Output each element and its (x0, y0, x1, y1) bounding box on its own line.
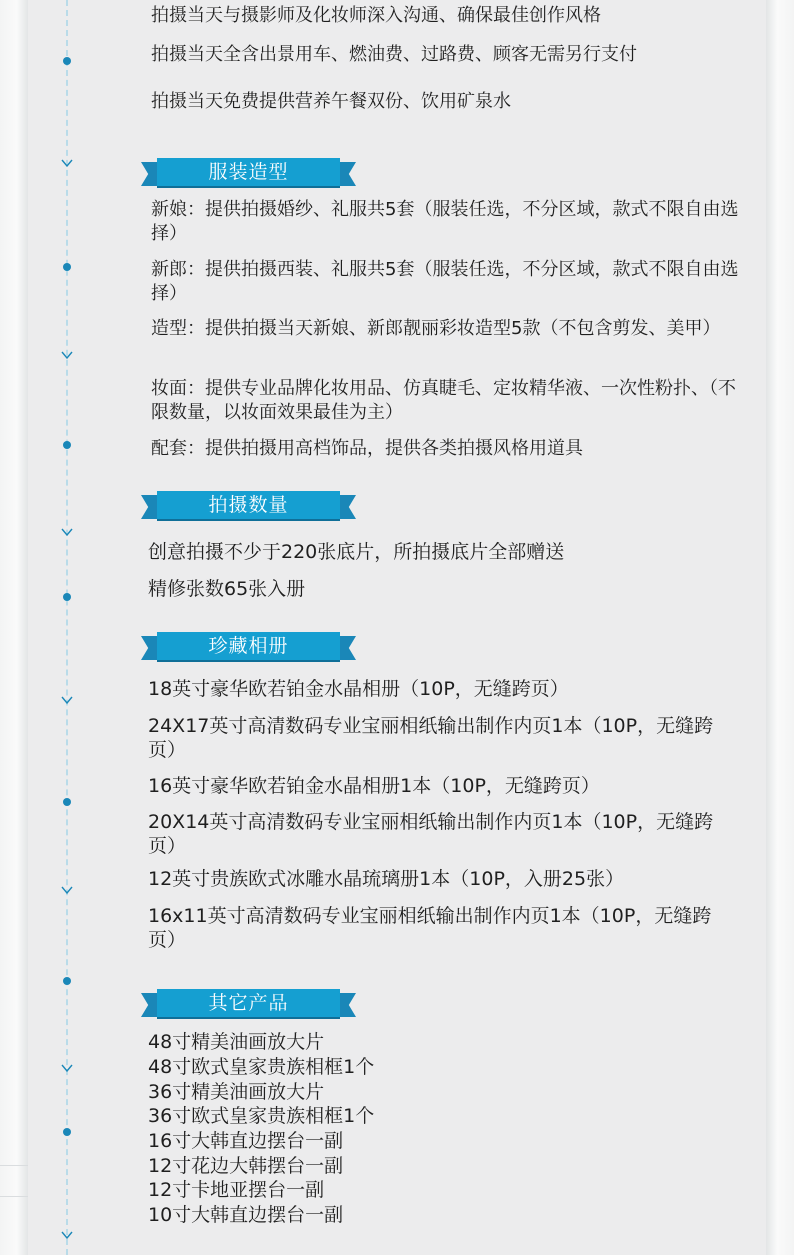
ribbon-right-tab (340, 162, 356, 186)
section-heading-quantity (141, 491, 356, 521)
timeline-dot (63, 977, 71, 985)
left-frame-border (0, 0, 29, 1255)
list-item: 20X14英寸高清数码专业宝丽相纸输出制作内页1本（10P，无缝跨页） (148, 811, 714, 857)
timeline-chevron-icon (61, 1064, 73, 1072)
section-title: 服装造型 (157, 158, 340, 188)
intro-line: 拍摄当天全含出景用车、燃油费、过路费、顾客无需另行支付 (151, 44, 637, 65)
list-item: 12寸卡地亚摆台一副 (148, 1179, 325, 1201)
ribbon-left-tab (141, 495, 157, 519)
list-item: 16英寸豪华欧若铂金水晶相册1本（10P，无缝跨页） (148, 775, 600, 797)
intro-line: 拍摄当天免费提供营养午餐双份、饮用矿泉水 (151, 91, 511, 112)
timeline-chevron-icon (61, 886, 73, 894)
list-item: 配套：提供拍摄用高档饰品，提供各类拍摄风格用道具 (151, 438, 583, 459)
section-heading-album (141, 632, 356, 662)
list-item: 精修张数65张入册 (148, 578, 306, 600)
list-item: 48寸精美油画放大片 (148, 1031, 325, 1053)
ribbon-left-tab (141, 993, 157, 1017)
list-item: 妆面：提供专业品牌化妆用品、仿真睫毛、定妆精华液、一次性粉扑、（不限数量，以妆面效果最佳为主） (151, 378, 736, 423)
right-frame-border (765, 0, 794, 1255)
section-title: 珍藏相册 (157, 632, 340, 662)
timeline-dot (63, 441, 71, 449)
section-title: 其它产品 (157, 989, 340, 1019)
ribbon-right-tab (340, 495, 356, 519)
content-panel (28, 0, 766, 1255)
list-item: 造型：提供拍摄当天新娘、新郎靓丽彩妆造型5款（不包含剪发、美甲） (151, 318, 721, 339)
ribbon-right-tab (340, 636, 356, 660)
timeline-chevron-icon (61, 696, 73, 704)
intro-line: 拍摄当天与摄影师及化妆师深入沟通、确保最佳创作风格 (151, 5, 601, 26)
list-item: 18英寸豪华欧若铂金水晶相册（10P，无缝跨页） (148, 678, 569, 700)
timeline-dot (63, 798, 71, 806)
timeline-dot (63, 593, 71, 601)
ribbon-right-tab (340, 993, 356, 1017)
list-item: 创意拍摄不少于220张底片，所拍摄底片全部赠送 (148, 541, 565, 563)
section-title: 拍摄数量 (157, 491, 340, 521)
timeline-chevron-icon (61, 528, 73, 536)
list-item: 12英寸贵族欧式冰雕水晶琉璃册1本（10P，入册25张） (148, 868, 625, 890)
timeline-chevron-icon (61, 351, 73, 359)
ribbon-left-tab (141, 636, 157, 660)
timeline-chevron-icon (61, 1231, 73, 1239)
timeline-dot (63, 263, 71, 271)
timeline-dot (63, 1128, 71, 1136)
list-item: 16x11英寸高清数码专业宝丽相纸输出制作内页1本（10P，无缝跨页） (148, 905, 712, 951)
list-item: 24X17英寸高清数码专业宝丽相纸输出制作内页1本（10P，无缝跨页） (148, 715, 714, 761)
list-item: 16寸大韩直边摆台一副 (148, 1130, 344, 1152)
list-item: 36寸精美油画放大片 (148, 1081, 325, 1103)
list-item: 新郎：提供拍摄西装、礼服共5套（服装任选，不分区域，款式不限自由选择） (151, 259, 739, 304)
list-item: 36寸欧式皇家贵族相框1个 (148, 1105, 375, 1127)
list-item: 12寸花边大韩摆台一副 (148, 1155, 344, 1177)
list-item: 新娘：提供拍摄婚纱、礼服共5套（服装任选，不分区域，款式不限自由选择） (151, 199, 739, 244)
section-heading-other-products (141, 989, 356, 1019)
ribbon-left-tab (141, 162, 157, 186)
list-item: 48寸欧式皇家贵族相框1个 (148, 1056, 375, 1078)
timeline-dot (63, 57, 71, 65)
timeline-chevron-icon (61, 159, 73, 167)
list-item: 10寸大韩直边摆台一副 (148, 1204, 344, 1226)
section-heading-costume (141, 158, 356, 188)
